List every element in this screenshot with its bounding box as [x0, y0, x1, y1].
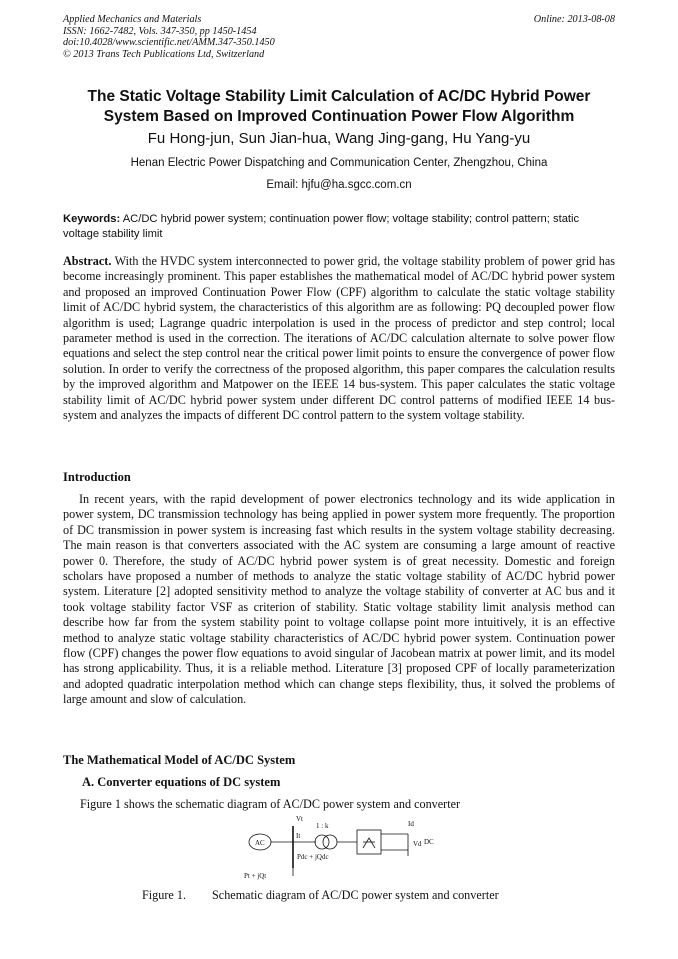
introduction-text: In recent years, with the rapid development of power electronics technology and its wide application in power system, DC transmission technology has being applied in power system more frequently. The proportion of DC transmission in power system is increasing fast which results in the system voltage stability decreasing. The main reason is that converters associated with the AC system are consuming a large amount of reactive power 0. Therefore, the study of AC/DC hybrid power system is of great necessity. Domestic and foreign scholars have proposed a number of methods to analyze the static voltage stability of AC/DC hybrid power system. Literature [2] adopted sensitivity method to analyze the voltage stability of converter at AC bus and it took voltage stability factor VSF as criterion of stability. Static voltage stability limit analysis method can describe how far from the system stability point to voltage collapse point more intuitively, it is an effective method to analyze static voltage stability characteristics of AC/DC hybrid power system. Continuation power flow (CPF) changes the power flow equations to avoid singular of Jacobean matrix at power limit, and its model has strong applicability. Thus, it is a reliable method. Literature [3] proposed CPF of locally parameterization and adopted quadratic interpolation method which can change steps flexibility, thus, it solved the problems of large amount and slow of calculation.: [63, 492, 615, 707]
vt-label: Vt: [296, 815, 303, 823]
figure-intro-text: Figure 1 shows the schematic diagram of AC/DC power system and converter: [80, 797, 461, 811]
keywords: [63, 212, 615, 242]
keywords-label: Keywords:: [63, 213, 121, 225]
it-label: It: [296, 832, 301, 840]
figure-caption: [142, 888, 499, 903]
caption-label: Figure 1.: [142, 888, 187, 902]
math-model-heading: The Mathematical Model of AC/DC System: [63, 753, 296, 767]
converter-diode-symbol: [363, 838, 375, 848]
vd-label: Vd: [413, 840, 422, 848]
affiliation: Henan Electric Power Dispatching and Communication Center, Zhengzhou, China: [130, 157, 548, 169]
transformer-coil-1: [315, 835, 329, 849]
journal-name: Applied Mechanics and Materials: [63, 14, 202, 25]
keywords-text: AC/DC hybrid power system; continuation power flow; voltage stability; control pattern; static voltage stability limit: [63, 213, 580, 240]
converter-subheading: A. Converter equations of DC system: [82, 775, 281, 789]
caption-text: Schematic diagram of AC/DC power system and converter: [212, 888, 499, 902]
email: Email: hjfu@ha.sgcc.com.cn: [266, 179, 412, 191]
ratio-label: 1 : k: [316, 822, 329, 830]
dc-label: DC: [424, 838, 434, 846]
paper-title: The Static Voltage Stability Limit Calculation of AC/DC Hybrid Power System Based on Improved Continuation Power Flow Algorithm: [87, 88, 591, 125]
introduction-heading: Introduction: [63, 470, 131, 484]
pt-label: Pt + jQt: [244, 872, 267, 880]
abstract: [63, 254, 615, 423]
doi: doi:10.4028/www.scientific.net/AMM.347-350.1450: [63, 37, 275, 49]
abstract-text: With the HVDC system interconnected to power grid, the voltage stability problem of power grid has become increasingly prominent. This paper establishes the mathematical model of AC/DC hybrid power system and proposed an improved Continuation Power Flow (CPF) algorithm to calculate the static voltage stability limit of AC/DC hybrid system, the characteristics of this algorithm are as following: PQ decoupled power flow algorithm is used; Lagrange quadric interpolation is used in the process of predictor and step control; local parameter method is used in the correction. The iterations of AC/DC calculation alternate to solve power flow equations and select the step control near the critical power limit points to ensure the convergence of power flow solution. In order to verify the correctness of the proposed algorithm, this paper compares the calculation results by the improved algorithm and Matpower on the IEEE 14 bus-system. This paper calculates the static voltage stability limit of AC/DC hybrid power system under different DC control patterns of modified IEEE 14 bus-system and analyzes the impacts of different DC control pattern to the system voltage stability.: [63, 254, 616, 423]
pdc-label: Pdc + jQdc: [297, 853, 329, 861]
id-label: Id: [408, 820, 414, 828]
abstract-label: Abstract.: [63, 254, 112, 268]
issn: ISSN: 1662-7482, Vols. 347-350, pp 1450-1454: [63, 25, 257, 37]
online-date: Online: 2013-08-08: [533, 14, 615, 25]
acdc-schematic-diagram: [230, 812, 450, 888]
transformer-coil-2: [323, 835, 337, 849]
authors: Fu Hong-jun, Sun Jian-hua, Wang Jing-gang, Hu Yang-yu: [147, 130, 531, 147]
copyright: © 2013 Trans Tech Publications Ltd, Switzerland: [63, 48, 265, 60]
ac-label: AC: [255, 839, 265, 847]
journal-header: [63, 14, 275, 60]
